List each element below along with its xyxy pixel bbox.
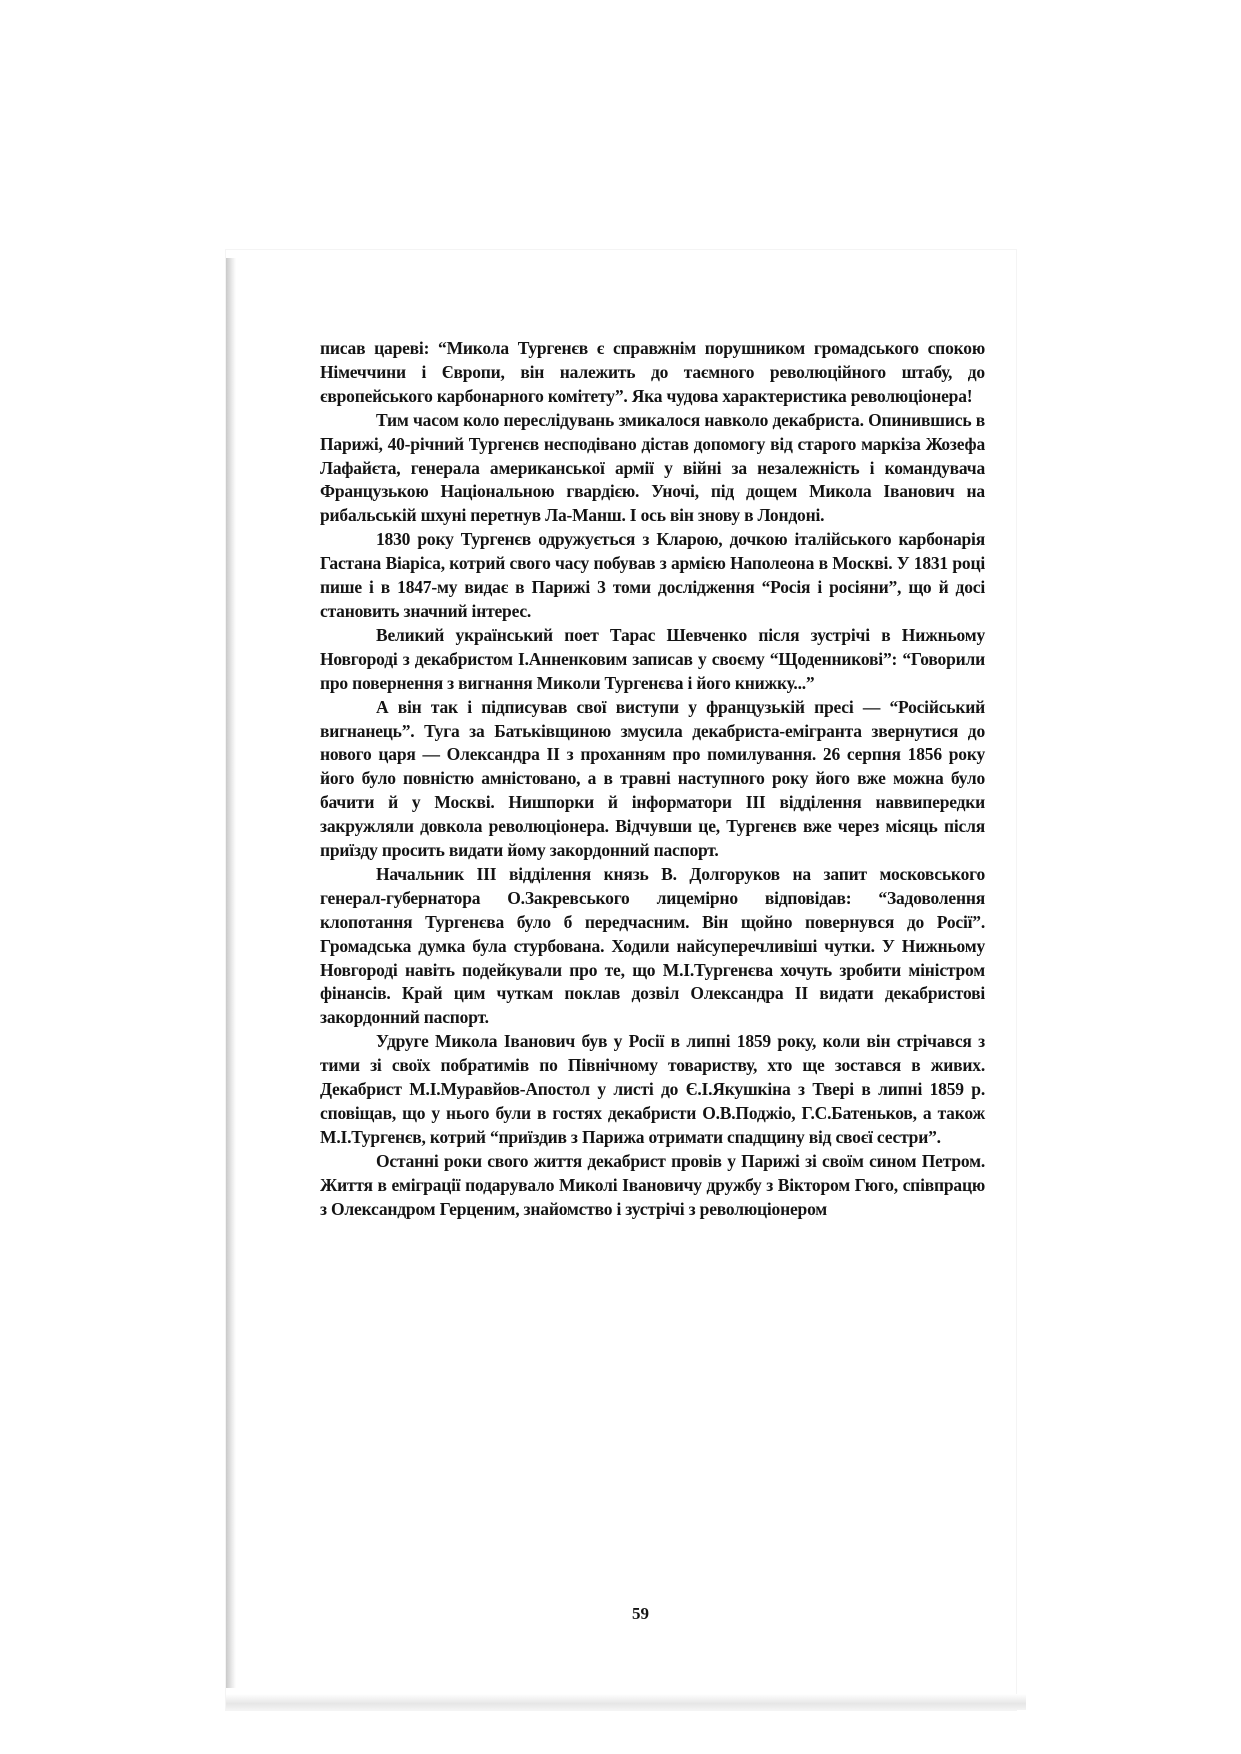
- paragraph-2: Тим часом коло переслідувань змикалося навколо декабриста. Опинившись в Парижі, 40-річний Тургенєв несподівано дістав допомогу від старого маркіза Жозефа Лафайєта, генерала американської армії у війні за незалежність і командувача Французькою Національною гвардією. Уночі, під дощем Микола Іванович на рибальській шхуні перетнув Ла-Манш. І ось він знову в Лондоні.: [320, 409, 985, 526]
- page-number: 59: [632, 1604, 649, 1623]
- paragraph-5: А він так і підписував свої виступи у французькій пресі — “Російський вигнанець”. Туга за Батьківщиною змусила декабриста-емігранта звернутися до нового царя — Олександра II з проханням про помилування. 26 серпня 1856 року його було повністю амністовано, а в травні наступного року його вже можна було бачити й у Москві. Нишпорки й інформатори III відділення наввипередки закружляли довкола революціонера. Відчувши це, Тургенєв вже через місяць після приїзду просить видати йому закордонний паспорт.: [320, 696, 985, 861]
- page-edge-shadow-bottom: [226, 1694, 1026, 1710]
- paragraph-4: Великий український поет Тарас Шевченко після зустрічі в Нижньому Новгороді з декабристом І.Анненковим записав у своєму “Щоденникові”: “Говорили про повернення з вигнання Миколи Тургенєва і його книжку...”: [320, 624, 985, 693]
- body-text: [320, 337, 985, 1222]
- paragraph-8: Останні роки свого життя декабрист провів у Парижі зі своїм сином Петром. Життя в еміграції подарувало Миколі Івановичу дружбу з Віктором Гюго, співпрацю з Олександром Герценим, знайомство і зустрічі з революціонером: [320, 1150, 985, 1219]
- paragraph-6: Начальник III відділення князь В. Долгоруков на запит московського генерал-губернатора О.Закревського лицемірно відповідав: “Задоволення клопотання Тургенєва було б передчасним. Він щойно повернувся до Росії”. Громадська думка була стурбована. Ходили найсуперечливіші чутки. У Нижньому Новгороді навіть подейкували про те, що М.І.Тургенєва хочуть зробити міністром фінансів. Край цим чуткам поклав дозвіл Олександра II видати декабристові закордонний паспорт.: [320, 863, 985, 1028]
- paragraph-3: 1830 року Тургенєв одружується з Кларою, дочкою італійського карбонарія Гастана Віаріса, котрий свого часу побував з армією Наполеона в Москві. У 1831 році пише і в 1847-му видає в Парижі 3 томи дослідження “Росія і росіяни”, що й досі становить значний інтерес.: [320, 529, 985, 621]
- paragraph-1: писав цареві: “Микола Тургенєв є справжнім порушником громадського спокою Німеччини і Європи, він належить до таємного революційного штабу, до європейського карбонарного комітету”. Яка чудова характеристика революціонера!: [320, 338, 985, 406]
- paragraph-7: Удруге Микола Іванович був у Росії в липні 1859 року, коли він стрічався з тими зі своїх побратимів по Північному товариству, хто ще зостався в живих. Декабрист М.І.Муравйов-Апостол у листі до Є.І.Якушкіна з Твері в липні 1859 р. сповіщав, що у нього були в гостях декабристи О.В.Поджіо, Г.С.Батеньков, а також М.І.Тургенєв, котрий “приїздив з Парижа отримати спадщину від своєї сестри”.: [320, 1031, 985, 1147]
- page-edge-shadow-left: [226, 258, 236, 1688]
